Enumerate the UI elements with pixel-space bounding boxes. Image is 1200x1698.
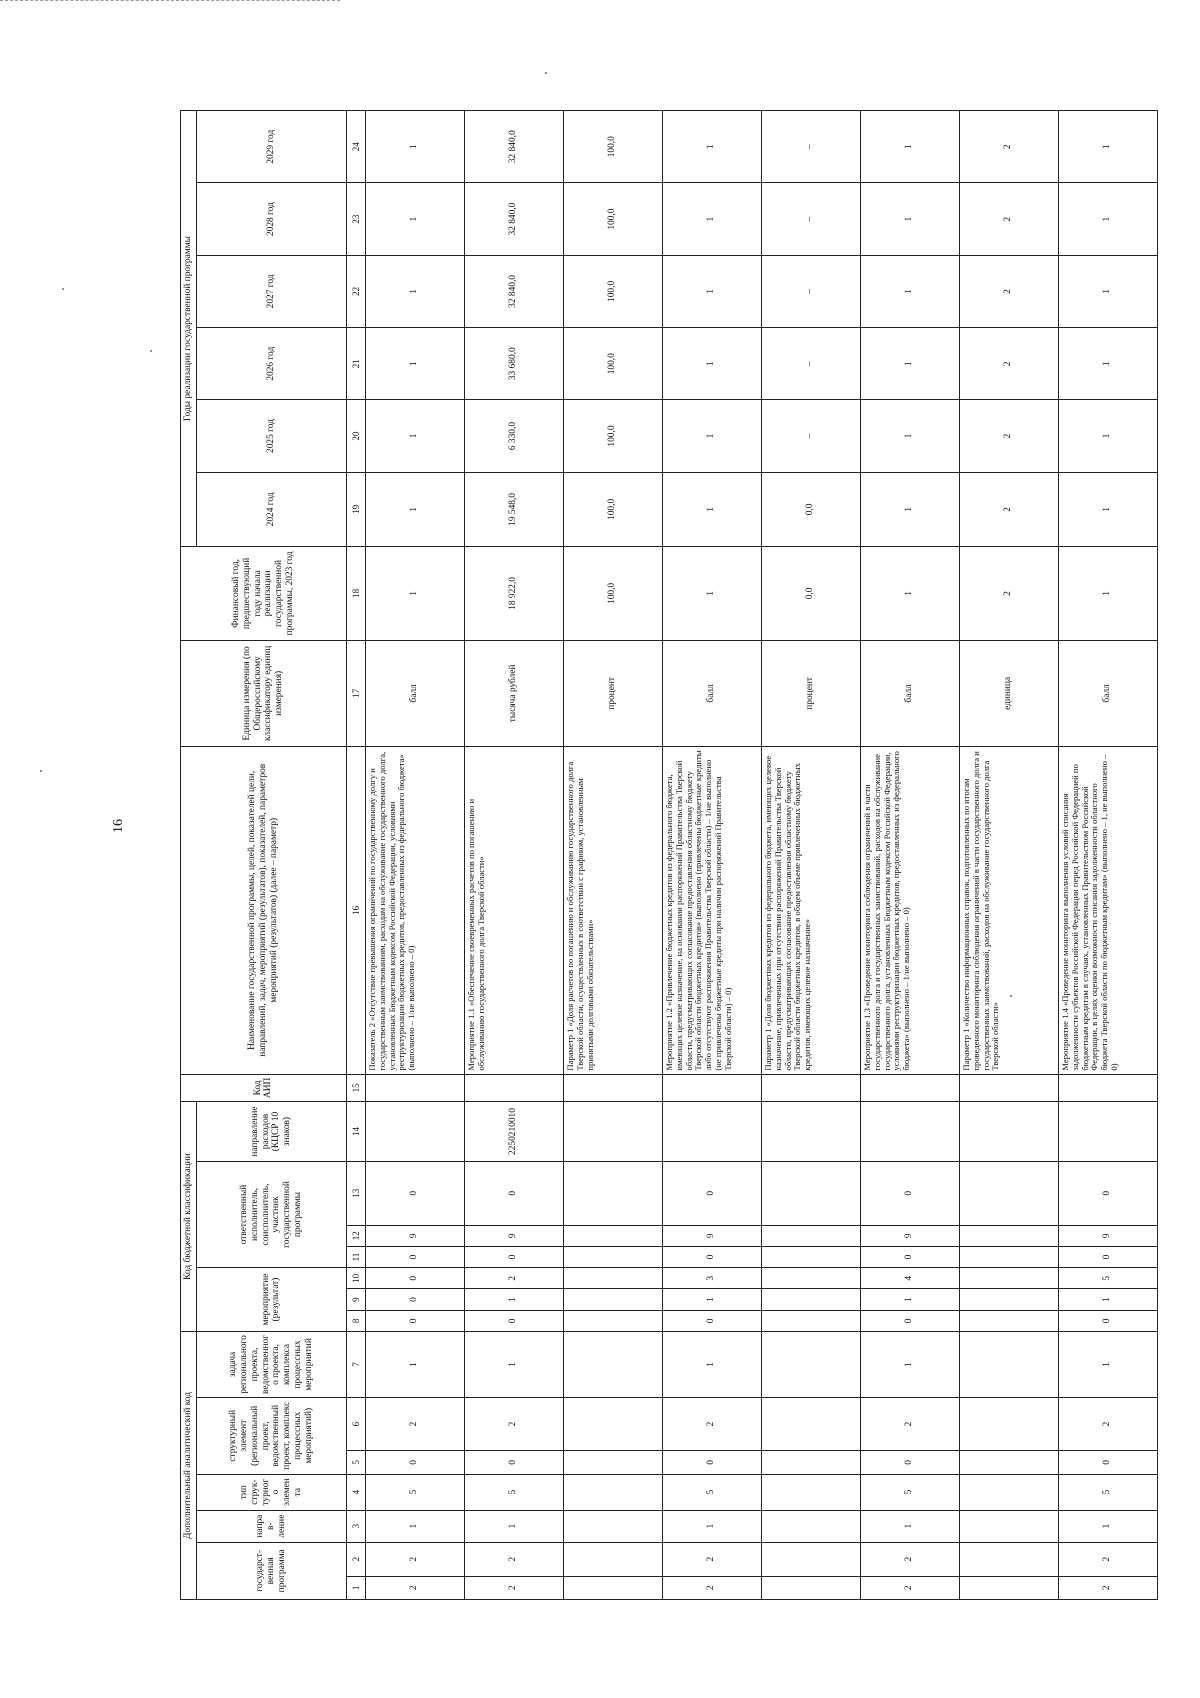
unit-cell: балл [1058,640,1157,746]
base-year-value: 1 [662,547,761,641]
year-value: – [761,328,860,400]
code-cell: 9 [365,1225,464,1246]
column-number: 2 [346,1542,365,1576]
code-cell [761,1268,860,1289]
column-number: 17 [346,640,365,746]
code-cell [563,1397,662,1450]
unit-cell: процент [563,640,662,746]
code-cell: 5 [1058,1474,1157,1510]
code-cell: 5 [464,1474,563,1510]
year-value: – [761,183,860,255]
column-number: 16 [346,747,365,1075]
year-value: – [761,400,860,472]
column-number: 8 [346,1310,365,1331]
year-value: 32 840,0 [464,255,563,327]
column-number: 9 [346,1289,365,1310]
column-number: 22 [346,255,365,327]
code-cell: 2 [365,1397,464,1450]
code-cell: 0 [365,1268,464,1289]
column-number: 20 [346,400,365,472]
scan-speck [150,350,152,352]
code-cell: 2 [1058,1542,1157,1576]
code-cell: 1 [464,1510,563,1542]
code-cell: 0 [365,1310,464,1331]
element-type-header: тип струк-турного элемента [196,1474,346,1510]
year-value: 1 [365,472,464,546]
table-row [365,111,464,1600]
year-value: 1 [365,400,464,472]
code-cell: 1 [1058,1289,1157,1310]
year-value: 100,0 [563,472,662,546]
code-cell: 0 [1058,1161,1157,1225]
code-cell [959,1161,1058,1225]
code-cell [563,1310,662,1331]
code-cell [761,1542,860,1576]
code-cell: 2 [365,1542,464,1576]
code-cell: 0 [464,1451,563,1474]
event-header: мероприятие (результат) [196,1268,346,1332]
code-cell [563,1161,662,1225]
year-header: 2026 год [196,328,346,400]
unit-header: Единица измерения (по Общероссийскому классификатору единиц измерения) [181,640,347,746]
column-number: 12 [346,1225,365,1246]
unit-cell: процент [761,640,860,746]
code-cell [1058,1102,1157,1162]
year-value: 100,0 [563,255,662,327]
code-cell: 2 [1058,1397,1157,1450]
code-cell: 0 [860,1310,959,1331]
year-value: 1 [365,183,464,255]
column-number: 3 [346,1510,365,1542]
code-cell: 5 [860,1474,959,1510]
code-cell: 1 [860,1289,959,1310]
year-value: 1 [1058,111,1157,183]
code-cell: 0 [662,1246,761,1267]
item-description: Мероприятие 1.3 «Проведение мониторинга соблюдения ограничений в части государственного долга и государственных заимствований, расходов на обслуживание государственного долга, установленных Бюджетным кодексом Российской Федерации, условиями реструктуризации бюджетных кредитов, предоставленных из федерального бюджета» (выполнено – 1/не выполнено – 0) [860,747,959,1075]
year-value: 2 [959,255,1058,327]
unit-cell: балл [860,640,959,746]
code-cell: 1 [1058,1331,1157,1397]
code-cell: 0 [860,1451,959,1474]
year-value: 1 [662,472,761,546]
code-cell [959,1474,1058,1510]
year-value: 2 [959,328,1058,400]
column-number: 19 [346,472,365,546]
budget-classification-header: Код бюджетной классификации [181,1102,197,1332]
code-cell: 2 [464,1397,563,1450]
code-cell: 0 [464,1246,563,1267]
year-value: 1 [365,328,464,400]
year-value: 32 840,0 [464,183,563,255]
code-cell: 2 [860,1576,959,1599]
code-cell: 1 [464,1331,563,1397]
code-cell [959,1397,1058,1450]
code-cell [959,1074,1058,1102]
code-cell [563,1576,662,1599]
year-value: 2 [959,400,1058,472]
column-number: 5 [346,1451,365,1474]
code-cell: 0 [365,1161,464,1225]
year-value: 1 [1058,183,1157,255]
column-number: 24 [346,111,365,183]
structural-element-header: структурный элемент (региональный проект, ведомственный проект, комплекс процессных мероприятий) [196,1397,346,1474]
code-cell: 2 [860,1397,959,1450]
code-cell [761,1474,860,1510]
base-year-value: 2 [959,547,1058,641]
scan-speck [40,770,42,772]
rotated-table-frame [180,110,1120,1600]
code-cell: 2 [1058,1576,1157,1599]
year-value: 100,0 [563,111,662,183]
item-description: Параметр 1 «Доля бюджетных кредитов из федерального бюджета, имеющих целевое назначение, привлеченных при отсутствии распоряжений Правительства Тверской области, предусматривающих согласование предоставления областному бюджету Тверской области бюджетных кредитов, в общем объеме привлеченных бюджетных кредитов, имеющих целевое назначение» [761,747,860,1075]
code-cell: 0 [1058,1310,1157,1331]
code-cell [563,1225,662,1246]
column-number: 23 [346,183,365,255]
year-value: 2 [959,472,1058,546]
table-row [563,111,662,1600]
code-cell: 0 [860,1161,959,1225]
year-value: 1 [662,255,761,327]
years-header: Годы реализации государственной программы [181,111,197,547]
code-cell [761,1161,860,1225]
code-cell: 1 [662,1331,761,1397]
code-cell [761,1246,860,1267]
column-number: 18 [346,547,365,641]
year-value: 1 [860,400,959,472]
base-year-header: Финансовый год, предшествующий году начала реализации государственной программы, 2023 год [181,547,347,641]
code-cell [959,1451,1058,1474]
year-value: 100,0 [563,400,662,472]
year-value: 1 [860,328,959,400]
code-cell [563,1474,662,1510]
unit-cell: балл [365,640,464,746]
year-value: 19 548,0 [464,472,563,546]
code-cell: 9 [1058,1225,1157,1246]
code-cell: 0 [464,1161,563,1225]
year-value: 1 [662,400,761,472]
column-number: 4 [346,1474,365,1510]
column-number: 13 [346,1161,365,1225]
table-row [761,111,860,1600]
year-value: 2 [959,183,1058,255]
unit-cell: балл [662,640,761,746]
code-cell: 1 [662,1510,761,1542]
code-cell: 0 [365,1246,464,1267]
code-cell [959,1102,1058,1162]
code-cell: 2 [662,1542,761,1576]
code-cell [761,1310,860,1331]
year-header: 2025 год [196,400,346,472]
direction-header: направ-ление [196,1510,346,1542]
code-cell [563,1268,662,1289]
year-value: 100,0 [563,328,662,400]
base-year-value: 0,0 [761,547,860,641]
base-year-value: 18 922,0 [464,547,563,641]
code-cell [959,1246,1058,1267]
item-description: Мероприятие 1.4 «Проведение мониторинга выполнения условий списания задолженности субъектов Российской Федерации перед Российской Федерацией по бюджетным кредитам в случаях, установленных Правительством Российской Федерации, в целях оценки возможности списания задолженности областного бюджета Тверской области по бюджетным кредитам» (выполнено – 1, не выполнено – 0) [1058,747,1157,1075]
year-header: 2028 год [196,183,346,255]
column-number: 6 [346,1397,365,1450]
code-cell [761,1576,860,1599]
unit-cell: единица [959,640,1058,746]
kcsr-header: направление расходов (КЦСР 10 знаков) [196,1102,346,1162]
code-cell [761,1225,860,1246]
code-cell: 2 [464,1542,563,1576]
year-value: 6 330,0 [464,400,563,472]
column-number-row [346,111,365,1600]
year-value: 1 [662,111,761,183]
year-header: 2024 год [196,472,346,546]
code-cell [563,1246,662,1267]
code-cell [860,1074,959,1102]
code-cell [563,1542,662,1576]
column-number: 21 [346,328,365,400]
code-cell: 4 [860,1268,959,1289]
column-number: 14 [346,1102,365,1162]
year-value: 1 [365,111,464,183]
code-cell [563,1289,662,1310]
code-cell: 9 [860,1225,959,1246]
scan-speck [62,288,64,290]
year-value: 2 [959,111,1058,183]
code-cell [365,1074,464,1102]
aip-code-header: Код АИП [181,1074,347,1102]
code-cell: 0 [860,1246,959,1267]
column-number: 10 [346,1268,365,1289]
code-cell: 5 [662,1474,761,1510]
code-cell: 2 [662,1397,761,1450]
item-description: Параметр 1 «Количество информационных справок, подготовленных по итогам проведенного мониторинга соблюдения ограничений в части государственного долга и государственных заимствований, расходов на обслуживание государственного долга Тверской области» [959,747,1058,1075]
table-row [860,111,959,1600]
code-cell [860,1102,959,1162]
base-year-value: 100,0 [563,547,662,641]
year-value: 1 [1058,400,1157,472]
code-cell: 2 [464,1268,563,1289]
unit-cell: тысяча рублей [464,640,563,746]
code-cell: 9 [662,1225,761,1246]
code-cell: 0 [662,1161,761,1225]
base-year-value: 1 [860,547,959,641]
column-number: 11 [346,1246,365,1267]
code-cell: 1 [365,1510,464,1542]
code-cell: 0 [1058,1451,1157,1474]
code-cell [959,1510,1058,1542]
year-value: 1 [1058,472,1157,546]
year-value: 0,0 [761,472,860,546]
task-header: задача регионального проекта, ведомственного проекта, комплекса процессных мероприятий [196,1331,346,1397]
code-cell [959,1310,1058,1331]
year-value: 1 [860,472,959,546]
year-value: – [761,111,860,183]
table-row [1058,111,1157,1600]
name-header: Наименование государственной программы, целей, показателей цели, направлений, задач, мероприятий (результатов), показателей, параметров мероприятий (результатов) (далее – параметр) [181,747,347,1075]
code-cell [959,1289,1058,1310]
year-value: 1 [662,328,761,400]
code-cell [761,1102,860,1162]
code-cell [959,1576,1058,1599]
code-cell: 1 [860,1510,959,1542]
code-cell: 1 [860,1331,959,1397]
column-number: 1 [346,1576,365,1599]
code-cell [959,1225,1058,1246]
code-cell [761,1289,860,1310]
year-header: 2029 год [196,111,346,183]
code-cell: 5 [365,1474,464,1510]
code-cell: 2 [365,1576,464,1599]
column-number: 7 [346,1331,365,1397]
year-value: 1 [1058,255,1157,327]
code-cell: 2 [860,1542,959,1576]
code-cell: 0 [662,1451,761,1474]
code-cell [563,1074,662,1102]
table-row [662,111,761,1600]
code-cell: 5 [1058,1268,1157,1289]
code-cell: 1 [464,1289,563,1310]
code-cell [959,1331,1058,1397]
table-row [464,111,563,1600]
code-cell: 9 [464,1225,563,1246]
year-value: 1 [860,183,959,255]
code-cell: 0 [1058,1246,1157,1267]
program-indicators-table [180,110,1158,1600]
code-cell: 2 [662,1576,761,1599]
column-number: 15 [346,1074,365,1102]
code-cell [761,1397,860,1450]
code-cell [563,1331,662,1397]
code-cell: 0 [365,1289,464,1310]
year-value: – [761,255,860,327]
code-cell [563,1451,662,1474]
year-value: 1 [1058,328,1157,400]
top-scan-edge [0,0,340,2]
year-value: 100,0 [563,183,662,255]
analytic-code-header: Дополнительный аналитический код [181,1331,197,1599]
year-header: 2027 год [196,255,346,327]
code-cell [761,1510,860,1542]
year-value: 1 [662,183,761,255]
year-value: 33 680,0 [464,328,563,400]
code-cell: 0 [464,1310,563,1331]
code-cell [1058,1074,1157,1102]
code-cell [761,1074,860,1102]
code-cell [761,1451,860,1474]
year-value: 1 [860,111,959,183]
code-cell: 0 [662,1310,761,1331]
scan-speck [545,72,547,74]
code-cell: 1 [662,1289,761,1310]
code-cell: 1 [1058,1510,1157,1542]
code-cell: 1 [365,1331,464,1397]
code-cell [563,1102,662,1162]
code-cell [563,1510,662,1542]
code-cell [662,1102,761,1162]
code-cell: 2 [464,1576,563,1599]
code-cell: 0 [365,1451,464,1474]
code-cell: 2250210010 [464,1102,563,1162]
page-number: 16 [111,819,126,833]
gp-header: государст-венная программа [196,1542,346,1599]
item-description: Мероприятие 1.1 «Обеспечение своевременных расчетов по погашению и обслуживанию государственного долга Тверской области» [464,747,563,1075]
code-cell [464,1074,563,1102]
item-description: Мероприятие 1.2 «Привлечение бюджетных кредитов из федерального бюджета, имеющих целевое назначение, на основании распоряжений Правительства Тверской области, предусматривающих согласование предоставления областному бюджету Тверской области бюджетных кредитов» (выполнено (привлечены бюджетные кредиты либо отсутствуют распоряжения Правительства Тверской области) – 1/не выполнено (не привлечены бюджетные кредиты при наличии распоряжений Правительства Тверской области) – 0) [662,747,761,1075]
base-year-value: 1 [1058,547,1157,641]
table-row [959,111,1058,1600]
executor-header: ответственный исполнитель, соисполнитель, участник государственной программы [196,1161,346,1267]
code-cell [662,1074,761,1102]
year-value: 1 [860,255,959,327]
base-year-value: 1 [365,547,464,641]
code-cell [959,1542,1058,1576]
code-cell [365,1102,464,1162]
year-value: 1 [365,255,464,327]
code-cell [959,1268,1058,1289]
item-description: Параметр 1 «Доля расчетов по погашению и обслуживанию государственного долга Тверской области, осуществленных в соответствии с графиком, установленным принятыми долговыми обязательствами» [563,747,662,1075]
item-description: Показатель 2 «Отсутствие превышения ограничений по государственному долгу и государственным заимствованиям, расходам на обслуживание государственного долга, установленных Бюджетным кодексом Российской Федерации, условиями реструктуризации бюджетных кредитов, предоставленных из федерального бюджета» (выполнено – 1/не выполнено – 0) [365,747,464,1075]
code-cell: 3 [662,1268,761,1289]
code-cell [761,1331,860,1397]
year-value: 32 840,0 [464,111,563,183]
